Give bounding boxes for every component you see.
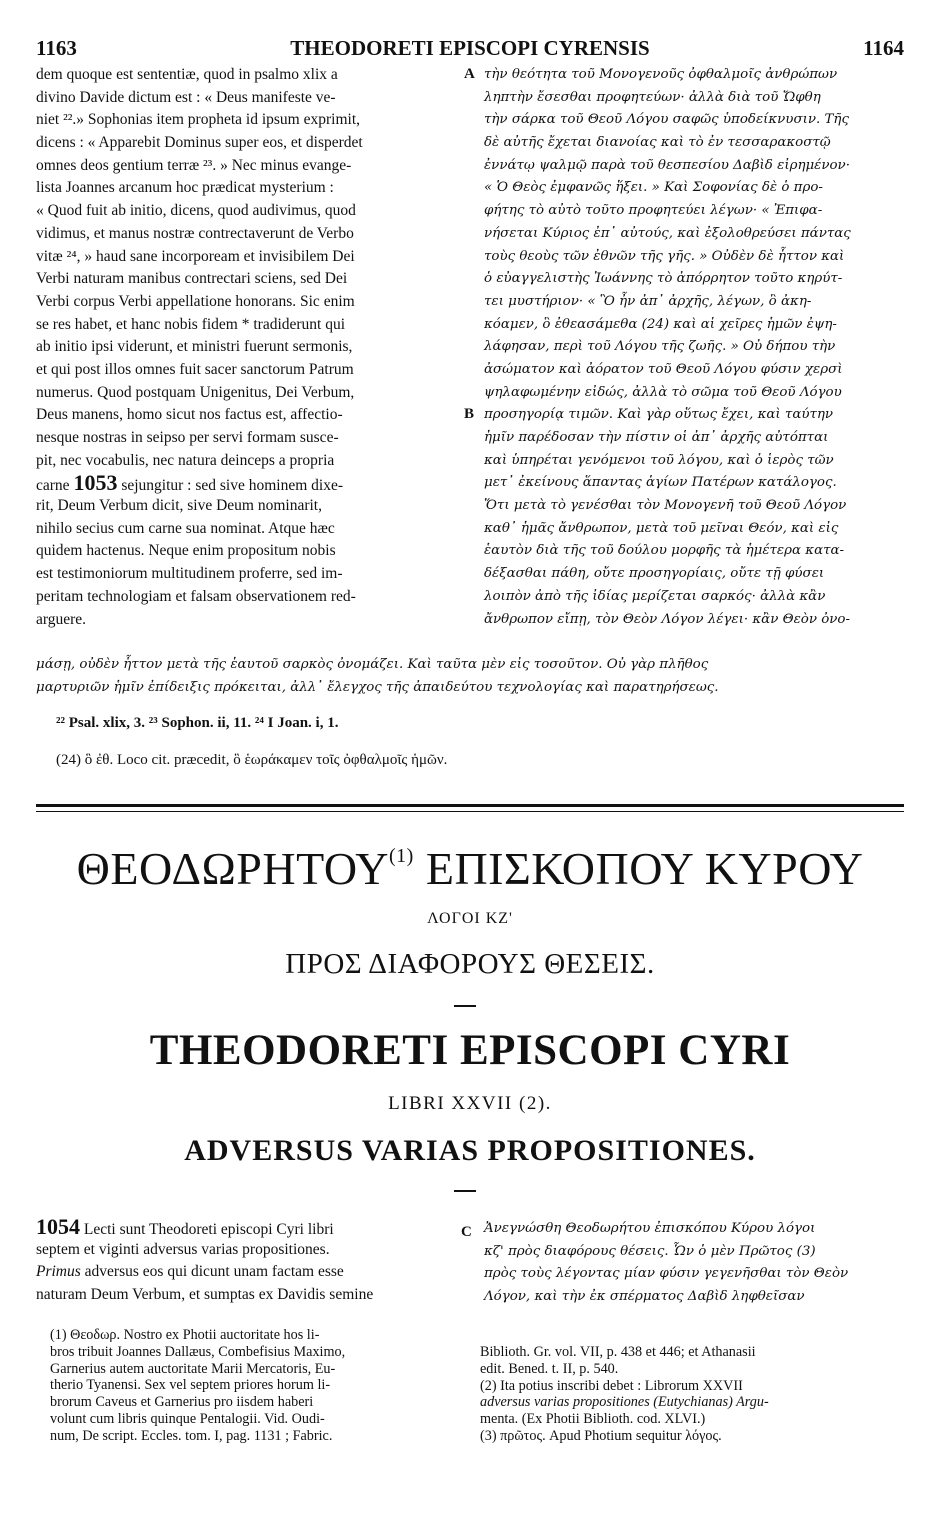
section-latin-column (36, 1216, 460, 1307)
section-latin-line-text: Lecti sunt Theodoreti episcopi Cyri libri (80, 1221, 334, 1238)
latin-line-text: carne (36, 477, 74, 495)
greek-line: ἑαυτὸν διὰ τῆς τοῦ δούλου μορφῆς τὰ ἡμέτερα κατα- (484, 543, 845, 559)
running-header (36, 36, 904, 64)
section-latin-line: septem et viginti adversus varias propositiones. (36, 1240, 330, 1258)
section-greek-line: Ἀνεγνώσθη Θεοδωρήτου ἐπισκόπου Κύρου λόγοι (484, 1221, 816, 1236)
latin-line: dicens : « Apparebit Dominus super eos, et disperdet (36, 134, 363, 152)
latin-subtitle: LIBRI XXVII (2). (388, 1093, 552, 1114)
greek-line: νήσεται Κύριος ἐπ᾽ αὐτούς, καὶ ἐξολοθρεύσει πάντας (484, 225, 851, 241)
greek-line: λοιπὸν ἀπὸ τῆς ἰδίας μερίζεται σαρκός· ἀλλὰ κἂν (484, 588, 826, 604)
note-line: adversus varias propositiones (Eutychianas) Argu- (480, 1394, 769, 1411)
latin-line: peritam technologiam et falsam observationem red- (36, 587, 356, 605)
left-page-number: 1163 (36, 36, 77, 60)
greek-wide-line: μαρτυριῶν ἡμῖν ἐπίδειξις πρόκειται, ἀλλ᾽ ἔλεγχος τῆς ἀπαιδεύτου τεχνολογίας καὶ παρατηρήσεως. (36, 680, 719, 695)
latin-line: est testimoniorum multitudinem proferre, sed im- (36, 565, 343, 583)
greek-third-title: ΠΡΟΣ ΔΙΑΦΟΡΟΥΣ ΘΕΣΕΙΣ. (285, 948, 655, 980)
section-latin-line: naturam Deum Verbum, et sumptas ex Davidis semine (36, 1286, 374, 1304)
greek-line: τει μυστήριον· « Ὃ ἦν ἀπ᾽ ἀρχῆς, λέγων, ὃ ἀκη- (484, 293, 812, 309)
latin-line-with-column-number (36, 472, 460, 495)
latin-line: nesque nostras in seipso per servi formam susce- (36, 429, 339, 446)
greek-line: φήτης τὸ αὐτὸ τοῦτο προφητεύει λέγων· « Ἐπιφα- (484, 203, 823, 219)
latin-line: divino Davide dictum est : « Deus manifeste ve- (36, 88, 336, 106)
note-line: Garnerius autem auctoritate Marii Mercatoris, Eu- (50, 1360, 336, 1377)
margin-marker-b: B (464, 406, 475, 422)
greek-main-title (36, 842, 904, 895)
latin-line: et qui post illos omnes fuit sacer sanctorum Patrum (36, 360, 354, 378)
footnote-references: ²² Psal. xlix, 3. ²³ Sophon. ii, 11. ²⁴ I Joan. i, 1. (56, 715, 339, 731)
right-page-number: 1164 (863, 36, 904, 60)
greek-wide-line: μάσῃ, οὐδὲν ἧττον μετὰ τῆς ἑαυτοῦ σαρκὸς ὀνομάζει. Καὶ ταῦτα μὲν εἰς τοσοῦτον. Οὐ γὰρ πλῆθος (36, 657, 709, 672)
greek-line: καὶ ὑπηρέται γενόμενοι τοῦ λόγου, καὶ ὁ ἱερὸς τῶν (484, 452, 834, 468)
column-number-1054: 1054 (36, 1214, 80, 1239)
margin-marker-c: C (461, 1224, 472, 1240)
greek-line: τὴν σάρκα τοῦ Θεοῦ Λόγου σαφῶς ὑποδείκνυσιν. Τῆς (484, 112, 849, 128)
title-note-ref: (1) (389, 845, 414, 867)
latin-line: ab initio ipsi viderunt, et ministri fuerunt sermonis, (36, 338, 353, 356)
note-line: bros tribuit Joannes Dallæus, Combefisius Maximo, (50, 1343, 346, 1360)
greek-line: μετ᾽ ἐκείνους ἅπαντας ἁγίων Πατέρων κατάλογος. (484, 475, 837, 491)
latin-line: « Quod fuit ab initio, dicens, quod audivimus, quod (36, 202, 356, 220)
latin-main-title: THEODORETI EPISCOPI CYRI (149, 1027, 791, 1074)
greek-line: ὁ εὐαγγελιστὴς Ἰωάννης τὸ ἀπόρρητον τοῦτο κηρύτ- (484, 271, 843, 287)
greek-line: προσηγορίᾳ τιμῶν. Καὶ γὰρ οὕτως ἔχει, καὶ ταύτην (484, 407, 834, 423)
notes-left (50, 1327, 345, 1445)
latin-line-text: sejungitur : sed sive hominem dixe- (117, 477, 344, 495)
note-line: menta. (Ex Photii Biblioth. cod. XLVI.) (480, 1411, 706, 1428)
footnote-24: (24) ὃ ἐθ. Loco cit. præcedit, ὃ ἑωράκαμεν τοῖς ὀφθαλμοῖς ἡμῶν. (56, 752, 448, 768)
section-greek-line: Λόγον, καὶ τὴν ἐκ σπέρματος Δαβὶδ ληφθεῖσαν (484, 1289, 805, 1305)
latin-line: se res habet, et hanc nobis fidem * tradiderunt qui (36, 315, 346, 333)
greek-line: ἄνθρωπον εἴπῃ, τὸν Θεὸν Λόγον λέγει· κἂν Θεὸν ὀνο- (484, 611, 851, 627)
note-line: (1) Θεοδωρ. Nostro ex Photii auctoritate hos li- (50, 1327, 320, 1343)
note-line: edit. Bened. t. II, p. 540. (480, 1360, 619, 1377)
greek-subtitle: ΛΟΓΟΙ ΚΖ' (427, 910, 513, 927)
greek-line: κόαμεν, ὃ ἐθεασάμεθα (24) καὶ αἱ χεῖρες ἡμῶν ἐψη- (484, 316, 837, 332)
note-line: (3) πρῶτος. Apud Photium sequitur λόγος. (480, 1427, 722, 1444)
greek-line: Ὅτι μετὰ τὸ γενέσθαι τὸν Μονογενῆ τοῦ Θεοῦ Λόγον (484, 498, 847, 514)
greek-line: ψηλαφωμένην εἰδώς, ἀλλὰ τὸ σῶμα τοῦ Θεοῦ Λόγου (484, 384, 842, 400)
greek-line: « Ὁ Θεὸς ἐμφανῶς ἥξει. » Καὶ Σοφονίας δὲ ὁ προ- (484, 180, 823, 196)
greek-line: δὲ αὐτῆς ἔχεται διανοίας καὶ τὸ ἐν τεσσαρακοστῷ (484, 135, 831, 151)
greek-line: ἡμῖν παρέδοσαν τὴν πίστιν οἱ ἀπ᾽ ἀρχῆς αὐτόπται (484, 430, 829, 445)
latin-line: vitæ ²⁴, » haud sane incorpoream et invisibilem Dei (36, 247, 355, 265)
greek-line: καθ᾽ ἡμᾶς ἄνθρωπον, μετὰ τοῦ μεῖναι Θεόν, καὶ εἰς (484, 520, 839, 536)
latin-line: dem quoque est sententiæ, quod in psalmo xlix a (36, 66, 338, 83)
latin-line: nihilo secius cum carne sua nominat. Atque hæc (36, 519, 335, 537)
latin-third-title: ADVERSUS VARIAS PROPOSITIONES. (184, 1134, 756, 1167)
latin-line: vidimus, et manus nostræ contrectaverunt de Verbo (36, 224, 354, 242)
section-latin-line-text: adversus eos qui dicunt unam factam esse (80, 1263, 344, 1281)
greek-line: ἐννάτῳ ψαλμῷ παρὰ τοῦ θεσπεσίου Δαβὶδ εἰρημένον· (484, 157, 850, 173)
note-line: therio Tyanensi. Sex vel septem priores horum li- (50, 1377, 331, 1394)
latin-line: Verbi naturam manibus contrectari sciens, sed Dei (36, 270, 348, 288)
title-separator-dash (454, 1190, 476, 1192)
section-latin-line (36, 1261, 460, 1284)
greek-main-title-rest: ΕΠΙΣΚΟΠΟΥ ΚΥΡΟΥ (413, 843, 864, 894)
italic-word: Primus (36, 1263, 81, 1281)
note-line: num, De script. Eccles. tom. I, pag. 1131 ; Fabric. (50, 1427, 333, 1444)
greek-line: τοὺς θεοὺς τῶν ἐθνῶν τῆς γῆς. » Οὐδὲν δὲ ἧττον καὶ (484, 248, 845, 264)
running-title: THEODORETI EPISCOPI CYRENSIS (290, 36, 650, 60)
latin-line: lista Joannes arcanum hoc prædicat mysterium : (36, 179, 334, 197)
latin-line: omnes deos gentium terræ ²³. » Nec minus evange- (36, 156, 352, 174)
greek-line: δέξασθαι πάθη, οὔτε προσηγορίαις, οὔτε τῇ φύσει (484, 566, 825, 582)
latin-line: numerus. Quod postquam Unigenitus, Dei Verbum, (36, 383, 355, 401)
title-separator-dash (454, 1005, 476, 1007)
latin-line: pit, nec vocabulis, nec natura deinceps a propria (36, 451, 335, 469)
section-greek-line: πρὸς τοὺς λέγοντας μίαν φύσιν γεγενῆσθαι τὸν Θεὸν (484, 1266, 849, 1282)
greek-line: τὴν θεότητα τοῦ Μονογενοῦς ὀφθαλμοῖς ἀνθρώπων (484, 67, 838, 82)
latin-line: Deus manens, homo sicut nos factus est, affectio- (36, 406, 343, 424)
greek-main-title-name: ΘΕΟΔΩΡΗΤΟΥ (76, 843, 390, 894)
section-rule-thin (36, 811, 904, 812)
latin-line: Verbi corpus Verbi appellatione honorans. Sic enim (36, 292, 355, 310)
latin-line: quidem hactenus. Neque enim propositum nobis (36, 542, 336, 560)
greek-line: λάφησαν, περὶ τοῦ Λόγου τῆς ζωῆς. » Οὐ δήπου τὴν (484, 339, 836, 355)
section-rule-thick (36, 804, 904, 807)
column-number-1053: 1053 (73, 470, 118, 496)
greek-line: ἀσώματον καὶ ἀόρατον τοῦ Θεοῦ Λόγου φύσιν χερσὶ (484, 361, 843, 377)
latin-line: rit, Deum Verbum dicit, sive Deum nominarit, (36, 497, 322, 515)
note-line: volunt cum libris quinque Pentalogii. Vid. Oudi- (50, 1410, 325, 1427)
section-greek-line: κζ' πρὸς διαφόρους θέσεις. Ὧν ὁ μὲν Πρῶτος (3) (484, 1243, 816, 1259)
latin-line: niet ²².» Sophonias item propheta id ipsum exprimit, (36, 111, 360, 129)
notes-right (480, 1344, 769, 1445)
note-line: (2) Ita potius inscribi debet : Librorum XXVII (480, 1377, 743, 1394)
latin-line: arguere. (36, 610, 87, 628)
latin-column (36, 64, 460, 631)
note-line: brorum Caveus et Garnerius pro iisdem haberi (50, 1394, 314, 1411)
section-latin-first-line (36, 1216, 460, 1239)
greek-column (484, 64, 904, 631)
section-greek-column (484, 1218, 904, 1309)
greek-line: ληπτὴν ἔσεσθαι προφητεύων· ἀλλὰ διὰ τοῦ Ὤφθη (484, 89, 821, 105)
note-line: Biblioth. Gr. vol. VII, p. 438 et 446; et Athanasii (480, 1344, 756, 1360)
margin-marker-a: A (464, 66, 475, 82)
